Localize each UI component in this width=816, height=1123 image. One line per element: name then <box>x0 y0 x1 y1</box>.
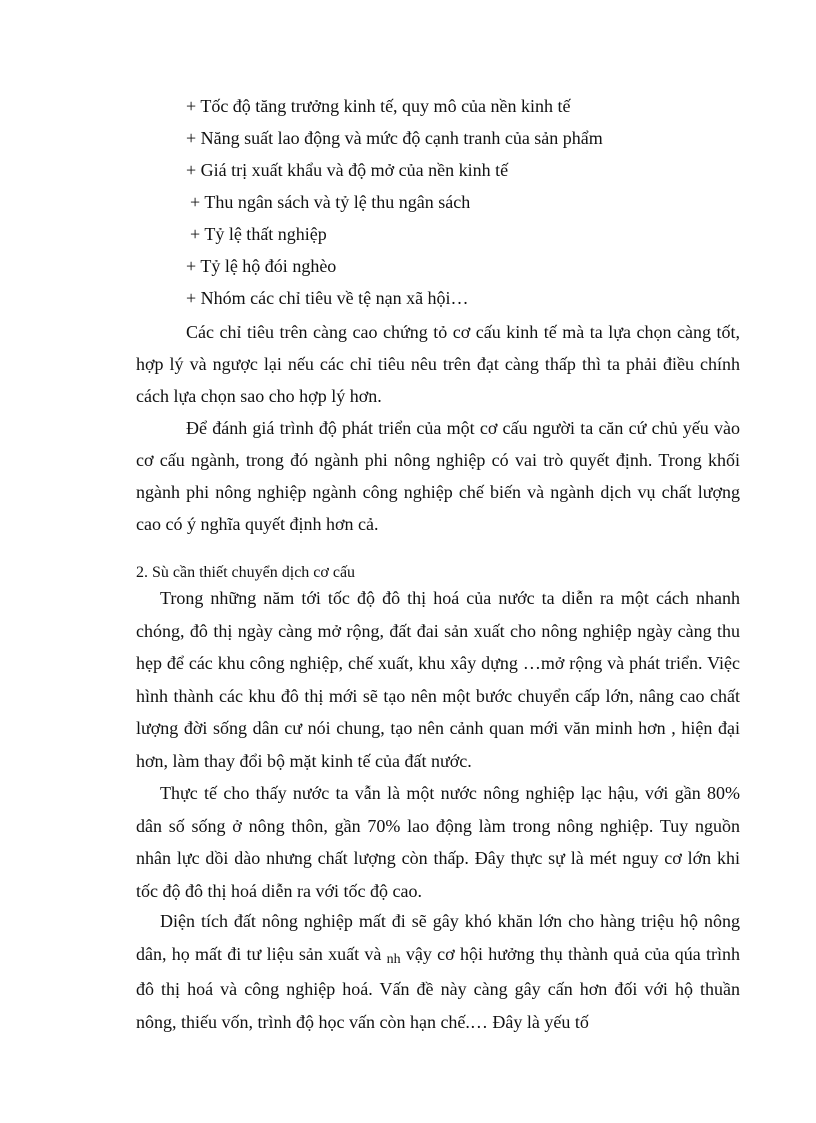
bullet-item: + Tỷ lệ hộ đói nghèo <box>186 256 337 276</box>
bullet-item: + Thu ngân sách và tỷ lệ thu ngân sách <box>190 192 471 212</box>
paragraph-text: vậy cơ hội hưởng thụ thành quả của qúa trình đô thị hoá và công nghiệp hoá. Vấn đề này càng gây cấn hơn đối với hộ thuần nông, thiếu vốn, trình độ học vấn còn hạn chế.… Đây là yếu tố <box>136 943 741 1032</box>
bullet-item: + Tỷ lệ thất nghiệp <box>190 224 327 244</box>
bullet-item: + Tốc độ tăng trưởng kinh tế, quy mô của nền kinh tế <box>186 96 571 116</box>
bullet-item: + Giá trị xuất khẩu và độ mở của nền kinh tế <box>186 160 509 180</box>
bullet-item: + Năng suất lao động và mức độ cạnh tranh của sản phẩm <box>186 128 603 148</box>
paragraph <box>136 582 740 777</box>
paragraph <box>136 412 740 540</box>
paragraph <box>136 905 740 1038</box>
paragraph-text: Trong những năm tới tốc độ đô thị hoá của nước ta diễn ra một cách nhanh chóng, đô thị ngày càng mở rộng, đất đai sản xuất cho nông nghiệp ngày càng thu hẹp để các khu công nghiệp, chế xuất, khu xây dựng …mở rộng và phát triển. Việc hình thành các khu đô thị mới sẽ tạo nên một bước chuyển cấp lớn, nâng cao chất lượng đời sống dân cư nói chung, tạo nên cảnh quan mới văn minh hơn , hiện đại hơn, làm thay đổi bộ mặt kinh tế của đất nước. <box>136 588 740 771</box>
paragraph-text: Các chỉ tiêu trên càng cao chứng tỏ cơ cấu kinh tế mà ta lựa chọn càng tốt, hợp lý và ngược lại nếu các chỉ tiêu nêu trên đạt càng thấp thì ta phải điều chính cách lựa chọn sao cho hợp lý hơn. <box>136 322 740 406</box>
paragraph-text: Để đánh giá trình độ phát triển của một cơ cấu người ta căn cứ chủ yếu vào cơ cấu ngành, trong đó ngành phi nông nghiệp có vai trò quyết định. Trong khối ngành phi nông nghiệp ngành công nghiệp chế biến và ngành dịch vụ chất lượng cao có ý nghĩa quyết định hơn cả. <box>136 418 740 534</box>
paragraph-text: Diện tích đất nông nghiệp mất đi sẽ gây khó khăn lớn cho hàng triệu hộ nông dân, họ mất đi tư liệu sản xuất và <box>136 911 740 964</box>
paragraph-text: Thực tế cho thấy nước ta vẫn là một nước nông nghiệp lạc hậu, với gần 80% dân số sống ở nông thôn, gần 70% lao động làm trong nông nghiệp. Tuy nguồn nhân lực dồi dào nhưng chất lượng còn thấp. Đây thực sự là mét nguy cơ lớn khi tốc độ đô thị hoá diễn ra với tốc độ cao. <box>136 783 740 901</box>
section-heading: 2. Sù cần thiết chuyển dịch cơ cấu <box>136 564 356 581</box>
paragraph-fragment: nh <box>386 951 401 967</box>
paragraph <box>136 316 740 412</box>
bullet-item: + Nhóm các chỉ tiêu về tệ nạn xã hội… <box>186 288 469 308</box>
paragraph <box>136 777 740 907</box>
